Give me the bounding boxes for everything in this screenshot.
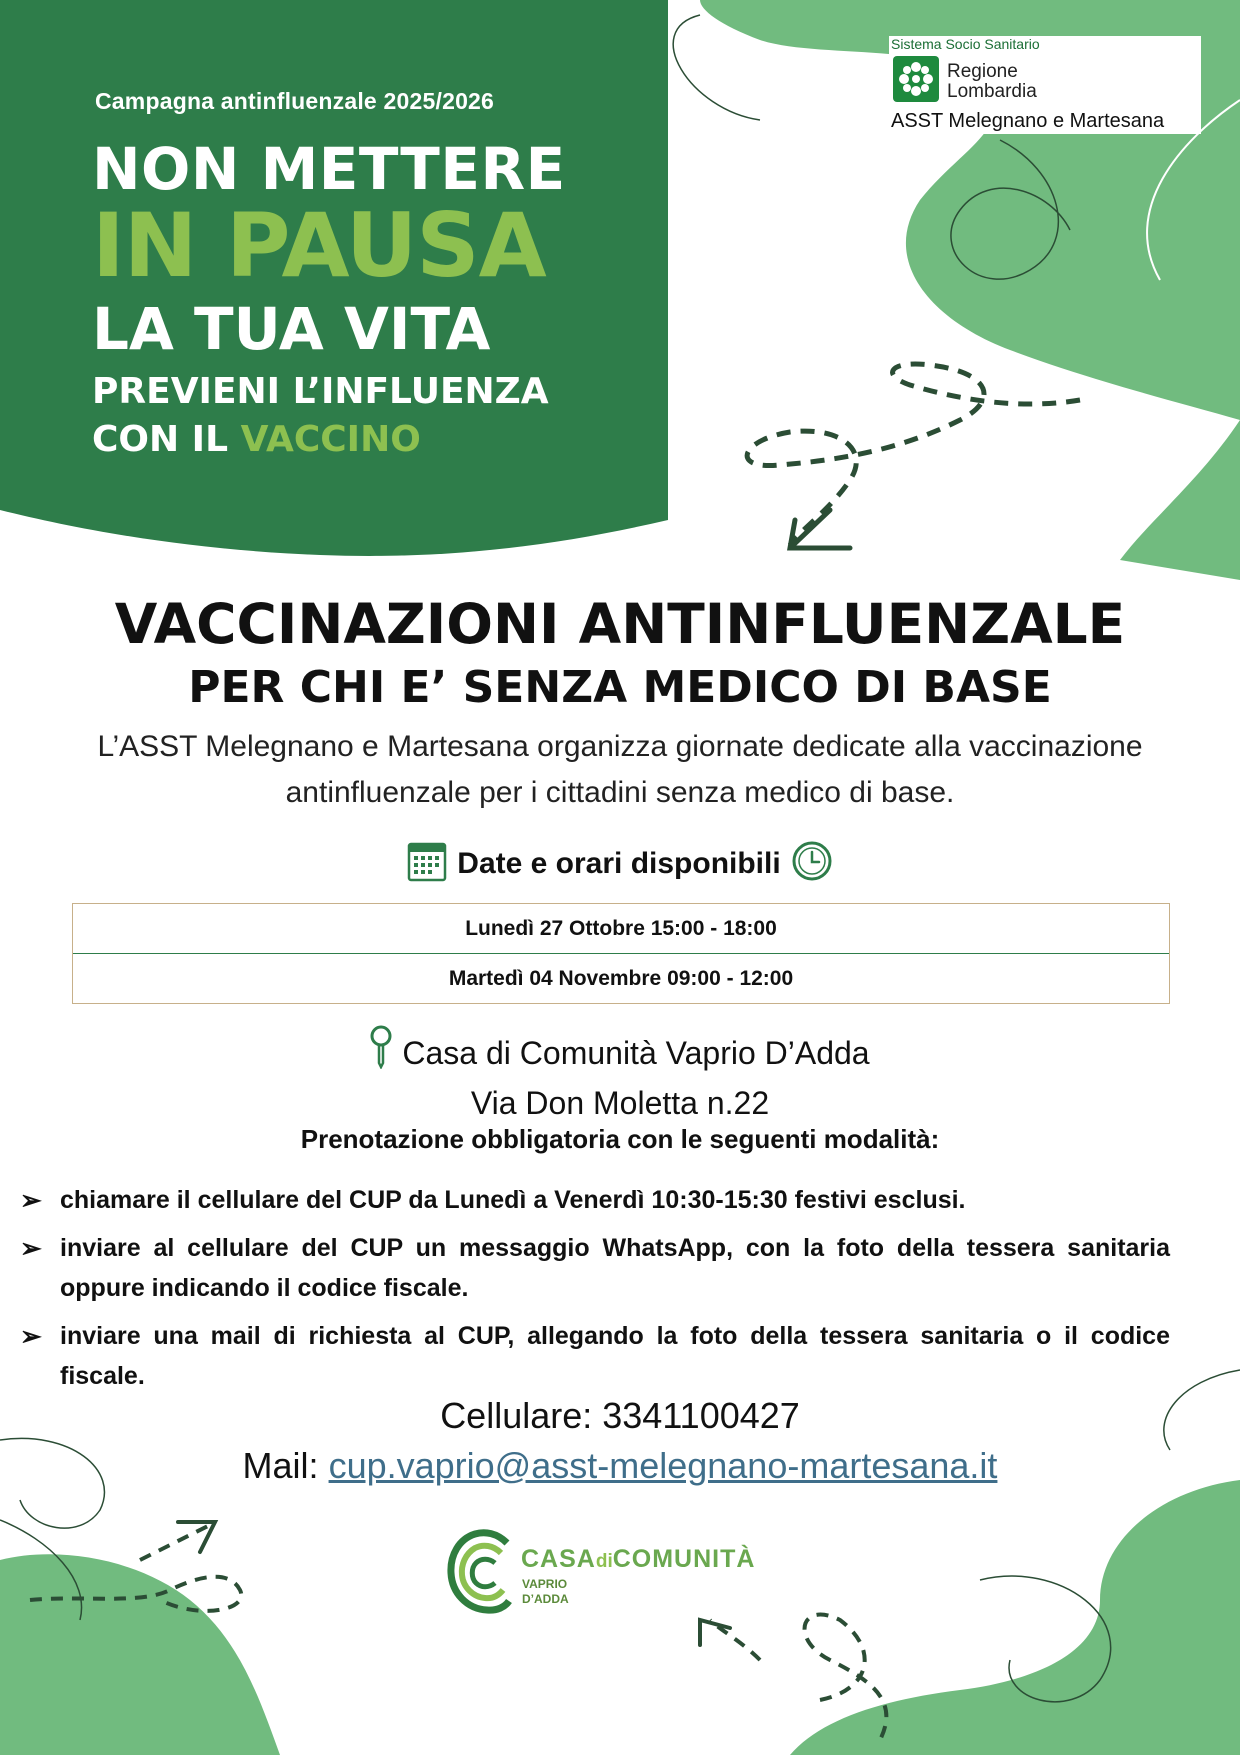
headline-line-3: LA TUA VITA: [92, 295, 491, 363]
date-row: Martedì 04 Novembre 09:00 - 12:00: [73, 953, 1169, 1003]
mail-label: Mail:: [242, 1445, 329, 1486]
headline: [92, 135, 652, 460]
headline-line-2: IN PAUSA: [92, 194, 546, 297]
location: [0, 1025, 1240, 1126]
booking-list: [20, 1180, 1170, 1404]
location-pin-icon: [370, 1025, 392, 1081]
headline-line-4: PREVIENI L’INFLUENZA: [92, 371, 549, 412]
list-item: [20, 1180, 1170, 1220]
logo-name-line-1: Regione: [947, 61, 1018, 82]
dates-heading: [0, 840, 1240, 887]
headline-line-5-accent: VACCINO: [240, 419, 421, 460]
regione-lombardia-logo: [889, 36, 1201, 134]
intro-text: L’ASST Melegnano e Martesana organizza giornate dedicate alla vaccinazione antinfluenzale per i cittadini senza medico di base.: [97, 730, 1143, 809]
date-row: Lunedì 27 Ottobre 15:00 - 18:00: [465, 916, 777, 940]
list-item-text: chiamare il cellulare del CUP da Lunedì a Venerdì 10:30-15:30 festivi esclusi.: [60, 1186, 966, 1214]
list-item-text: inviare al cellulare del CUP un messaggio WhatsApp, con la foto della tessera sanitaria oppure indicando il codice fiscale.: [60, 1234, 1170, 1302]
list-item: [20, 1316, 1170, 1396]
sub-title: PER CHI E’ SENZA MEDICO DI BASE: [188, 662, 1052, 713]
logo-name-line-2: Lombardia: [947, 81, 1037, 102]
arrow-bullet-icon: ➢: [20, 1233, 42, 1263]
mail-link[interactable]: cup.vaprio@asst-melegnano-martesana.it: [328, 1445, 998, 1486]
dates-title: Date e orari disponibili: [457, 846, 781, 880]
logo-asst-name: ASST Melegnano e Martesana: [891, 110, 1165, 132]
main-title: VACCINAZIONI ANTINFLUENZALE: [114, 592, 1126, 656]
list-item: [20, 1228, 1170, 1308]
lombardia-rose-icon: [893, 56, 939, 102]
phone-label: Cellulare:: [440, 1395, 603, 1436]
booking-title: Prenotazione obbligatoria con le seguenti modalità:: [300, 1124, 940, 1154]
list-item-text: inviare una mail di richiesta al CUP, allegando la foto della tessera sanitaria o il codice fiscale.: [60, 1322, 1170, 1390]
headline-line-1: NON METTERE: [92, 135, 566, 203]
casa-di-comunita-logo: [445, 1525, 756, 1620]
campaign-label: Campagna antinfluenzale 2025/2026: [95, 88, 495, 114]
location-address: Via Don Moletta n.22: [470, 1085, 770, 1121]
mail-line: [0, 1445, 1240, 1487]
logo-top-text: Sistema Socio Sanitario: [891, 36, 1040, 52]
clock-icon: [791, 840, 833, 887]
casa-logo-title: CASAdiCOMUNITÀ: [521, 1545, 756, 1573]
casa-logo-subtitle: VAPRIO D’ADDA: [522, 1577, 569, 1606]
dates-table: [72, 903, 1170, 1004]
headline-line-5-prefix: CON IL: [92, 419, 241, 460]
calendar-icon: [407, 840, 447, 887]
casa-di-comunita-mark-icon: [445, 1525, 517, 1620]
phone-number[interactable]: 3341100427: [602, 1395, 800, 1436]
arrow-bullet-icon: ➢: [20, 1321, 42, 1351]
phone-line: [0, 1395, 1240, 1437]
arrow-bullet-icon: ➢: [20, 1185, 42, 1215]
location-name: Casa di Comunità Vaprio D’Adda: [402, 1034, 870, 1071]
headline-line-5: [92, 419, 652, 460]
